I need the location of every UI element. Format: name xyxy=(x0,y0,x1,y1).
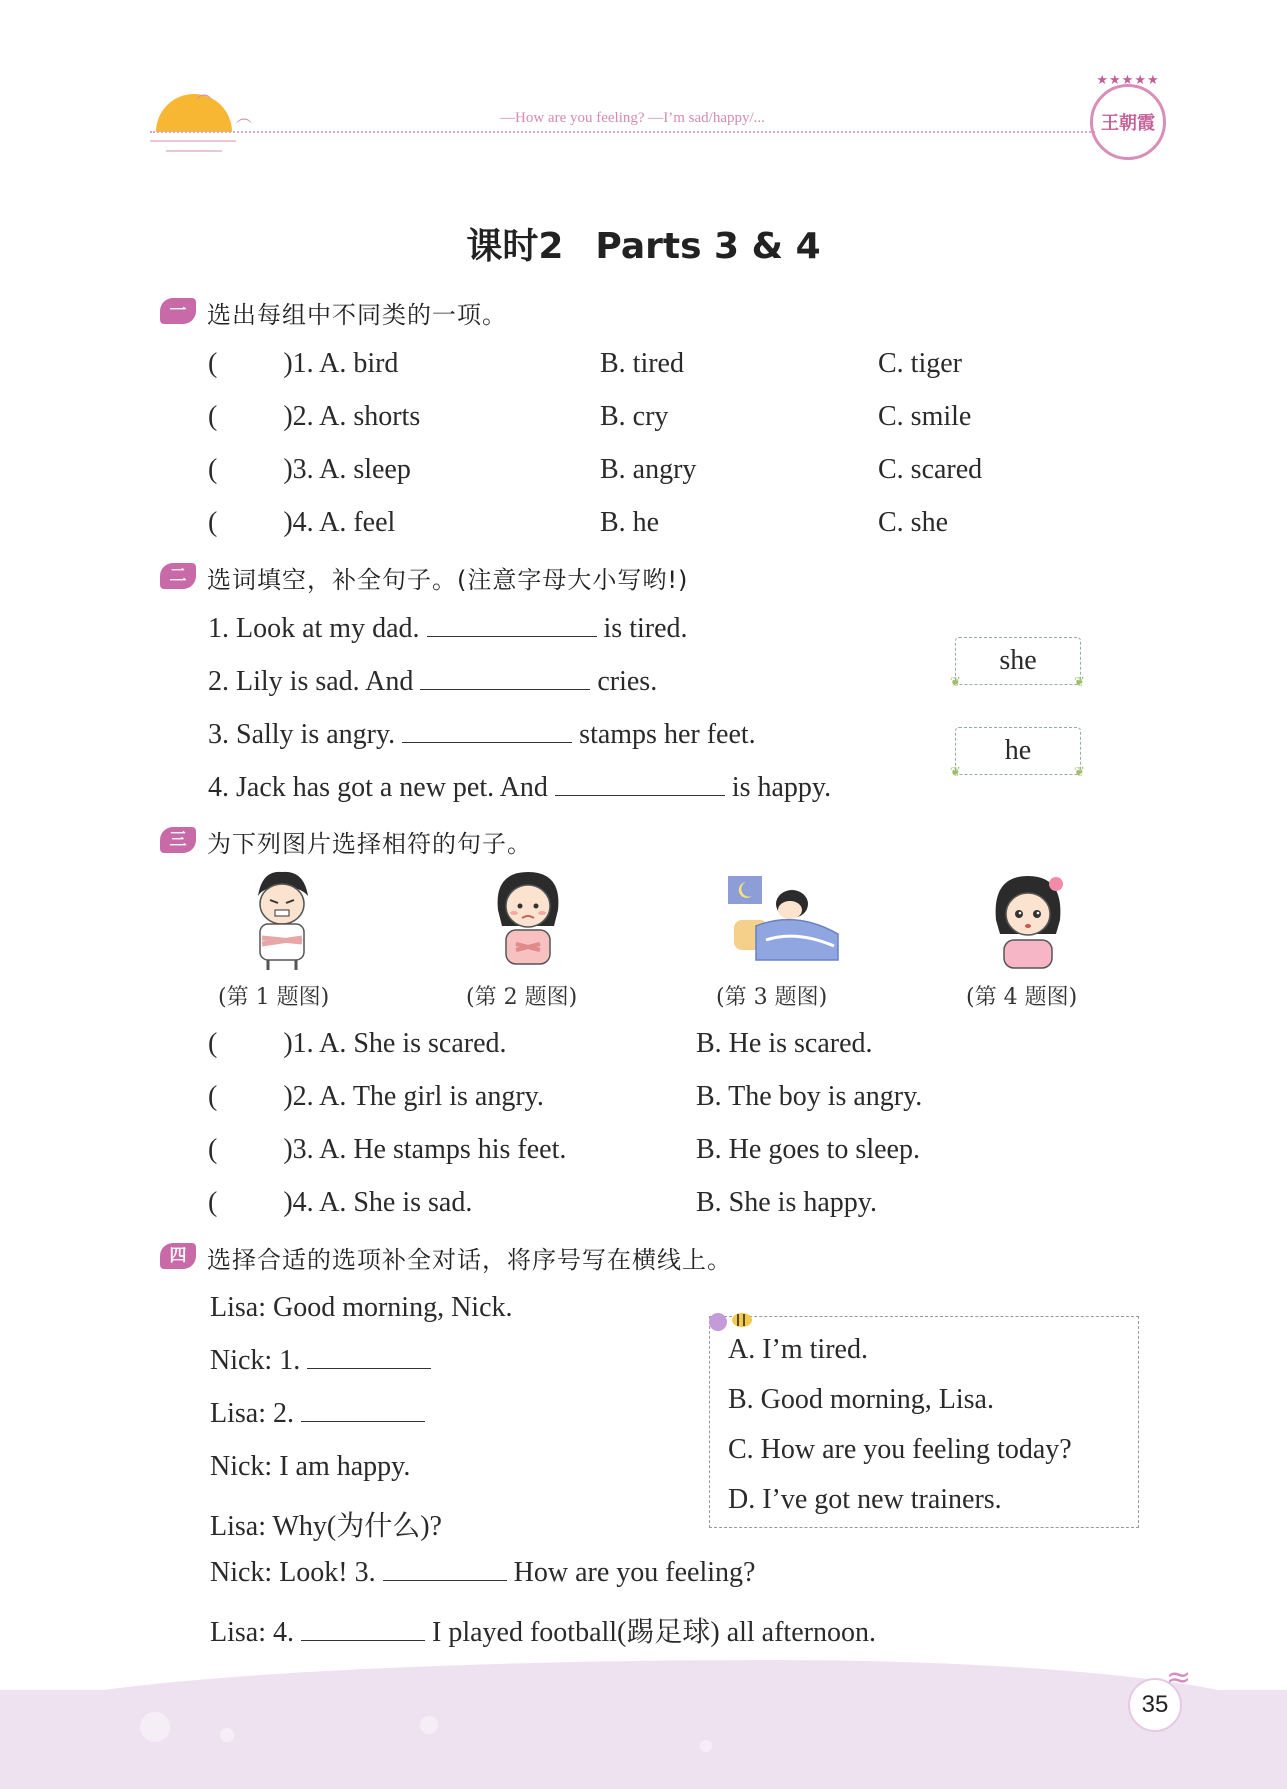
question-row: ( )1. A. bird xyxy=(208,348,399,379)
option-a: )2. A. The girl is angry. xyxy=(283,1081,544,1112)
fill-sentence: 3. Sally is angry. stamps her feet. xyxy=(208,719,756,750)
picture-caption: (第 2 题图) xyxy=(466,985,578,1010)
dialog-line: Nick: Look! 3. How are you feeling? xyxy=(210,1557,756,1588)
answer-blank[interactable] xyxy=(420,667,590,690)
bubble-decoration xyxy=(220,1728,234,1742)
question-row: ( )3. A. sleep xyxy=(208,454,411,485)
answer-blank[interactable] xyxy=(555,773,725,796)
picture-caption: (第 3 题图) xyxy=(716,985,828,1010)
star-icons: ★★★★★ xyxy=(1096,73,1160,88)
option-b: B. The boy is angry. xyxy=(696,1081,923,1112)
leaf-icon: ❦ xyxy=(1074,764,1085,779)
picture-caption: (第 1 题图) xyxy=(218,985,330,1010)
option-a: )4. A. She is sad. xyxy=(283,1187,473,1218)
parts-label: Parts 3 & 4 xyxy=(595,226,821,267)
option-a: )4. A. feel xyxy=(283,507,396,538)
fill-sentence: 2. Lily is sad. And cries. xyxy=(208,666,658,697)
sun-reflection xyxy=(150,140,236,142)
answer-blank[interactable] xyxy=(301,1618,425,1641)
option-item: C. How are you feeling today? xyxy=(728,1434,1072,1465)
page-title xyxy=(0,218,1287,269)
dialog-line: Lisa: Good morning, Nick. xyxy=(210,1292,513,1323)
bird-icon: ︵ xyxy=(236,107,253,126)
leaf-icon: ❦ xyxy=(950,764,961,779)
option-b: B. He is scared. xyxy=(696,1028,873,1059)
candy-bee-icon xyxy=(706,1306,758,1336)
footer-band xyxy=(0,1690,1287,1789)
fill-sentence: 4. Jack has got a new pet. And is happy. xyxy=(208,772,832,803)
dialog-line: Nick: I am happy. xyxy=(210,1451,411,1482)
section-instruction: 选择合适的选项补全对话，将序号写在横线上。 xyxy=(207,1246,732,1274)
bubble-decoration xyxy=(700,1740,712,1752)
option-a: )3. A. sleep xyxy=(283,454,411,485)
option-b: B. tired xyxy=(600,348,684,379)
scared-girl-picture xyxy=(986,870,1072,970)
question-row: ( )1. A. She is scared. xyxy=(208,1028,507,1059)
answer-blank[interactable] xyxy=(427,614,597,637)
option-c: C. she xyxy=(878,507,948,538)
question-row: ( )4. A. feel xyxy=(208,507,396,538)
answer-blank[interactable] xyxy=(307,1346,431,1369)
word-box-she: she xyxy=(955,637,1081,685)
leaf-icon: ❦ xyxy=(1074,674,1085,689)
question-row: ( )2. A. The girl is angry. xyxy=(208,1081,544,1112)
option-b: B. He goes to sleep. xyxy=(696,1134,920,1165)
sad-girl-picture xyxy=(488,866,568,972)
option-c: C. scared xyxy=(878,454,983,485)
sun-icon xyxy=(156,94,232,132)
bubble-decoration xyxy=(140,1712,170,1742)
answer-blank[interactable] xyxy=(301,1399,425,1422)
option-a: )3. A. He stamps his feet. xyxy=(283,1134,567,1165)
dolphin-icon: ≈ xyxy=(1166,1660,1192,1695)
option-item: B. Good morning, Lisa. xyxy=(728,1384,994,1415)
sleeping-boy-picture xyxy=(726,874,842,966)
picture-caption: (第 4 题图) xyxy=(966,985,1078,1010)
option-b: B. he xyxy=(600,507,660,538)
option-item: A. I’m tired. xyxy=(728,1334,868,1365)
section-badge: 三 xyxy=(160,827,196,853)
option-b: B. angry xyxy=(600,454,697,485)
section-instruction: 为下列图片选择相符的句子。 xyxy=(207,830,532,858)
fill-sentence: 1. Look at my dad. is tired. xyxy=(208,613,688,644)
option-c: C. tiger xyxy=(878,348,962,379)
lesson-label: 课时2 xyxy=(466,226,564,267)
question-row: ( )2. A. shorts xyxy=(208,401,421,432)
section-instruction: 选出每组中不同类的一项。 xyxy=(207,301,507,329)
dialog-line: Lisa: 2. xyxy=(210,1398,425,1430)
angry-boy-picture xyxy=(242,866,322,972)
brand-logo xyxy=(1090,73,1166,160)
dialog-line: Nick: 1. xyxy=(210,1345,431,1377)
section-instruction: 选词填空，补全句子。(注意字母大小写哟!) xyxy=(207,566,689,594)
running-title: —How are you feeling? —I’m sad/happy/... xyxy=(500,110,765,126)
dialog-line: Lisa: 4. I played football(踢足球) all afternoon. xyxy=(210,1617,876,1648)
bird-icon: ︵ xyxy=(196,83,213,102)
question-row: ( )3. A. He stamps his feet. xyxy=(208,1134,567,1165)
section-badge: 四 xyxy=(160,1243,196,1269)
option-a: )2. A. shorts xyxy=(283,401,421,432)
logo-name: 王朝霞 xyxy=(1101,113,1155,134)
page-number: 35 xyxy=(1128,1678,1182,1732)
section-badge: 二 xyxy=(160,563,196,589)
option-a: )1. A. She is scared. xyxy=(283,1028,507,1059)
word-box-he: he xyxy=(955,727,1081,775)
bubble-decoration xyxy=(420,1716,438,1734)
dialog-line: Lisa: Why(为什么)? xyxy=(210,1511,442,1542)
leaf-icon: ❦ xyxy=(950,674,961,689)
header-rule xyxy=(150,131,1095,133)
sun-reflection xyxy=(166,150,222,152)
answer-blank[interactable] xyxy=(383,1558,507,1581)
answer-blank[interactable] xyxy=(402,720,572,743)
option-b: B. cry xyxy=(600,401,669,432)
option-c: C. smile xyxy=(878,401,972,432)
question-row: ( )4. A. She is sad. xyxy=(208,1187,473,1218)
option-b: B. She is happy. xyxy=(696,1187,877,1218)
section-badge: 一 xyxy=(160,298,196,324)
option-item: D. I’ve got new trainers. xyxy=(728,1484,1002,1515)
option-a: )1. A. bird xyxy=(283,348,399,379)
